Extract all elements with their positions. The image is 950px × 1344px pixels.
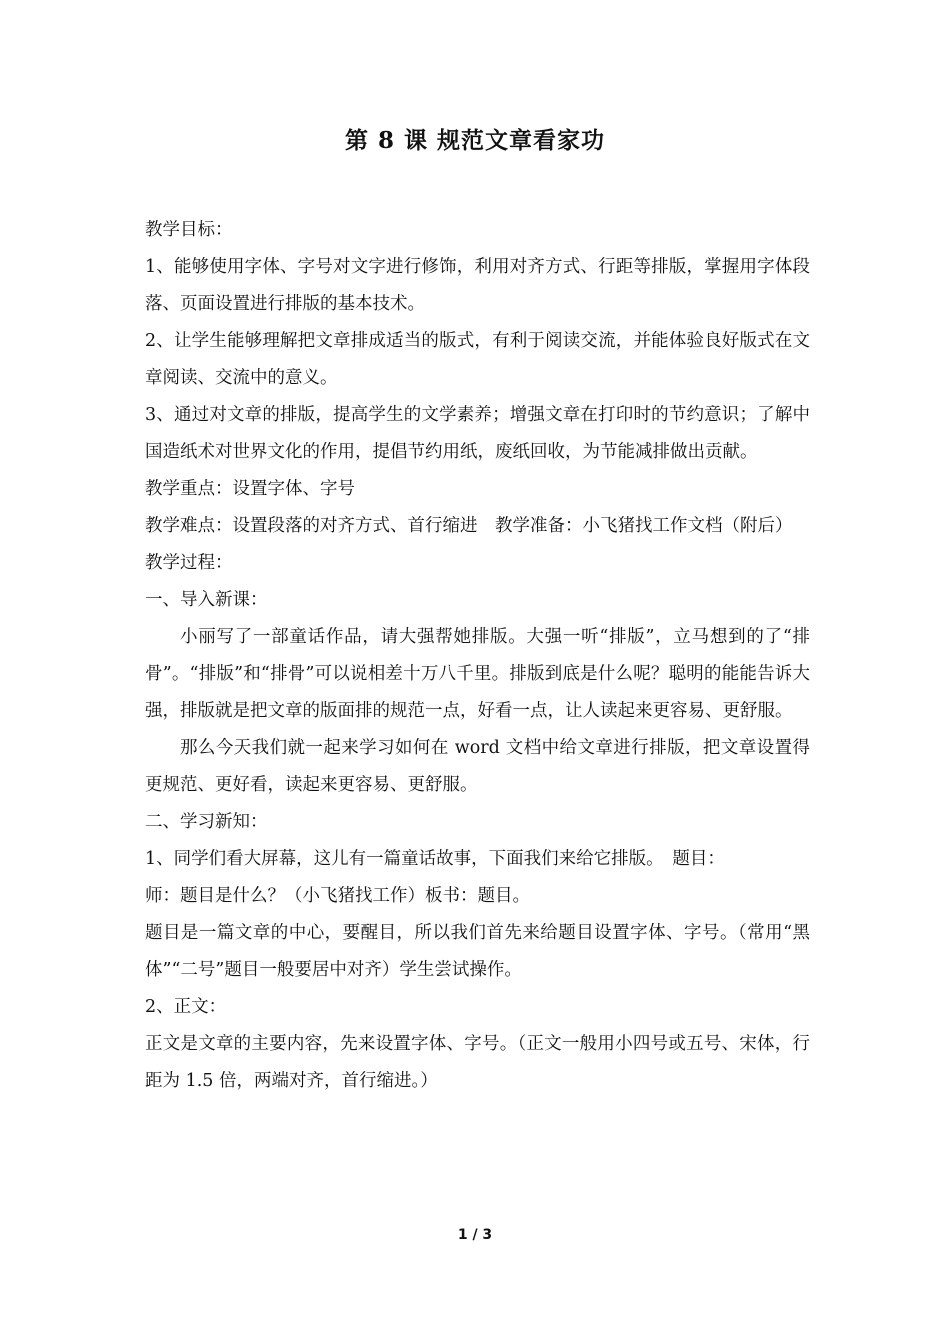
- paragraph-objective-2: 2、让学生能够理解把文章排成适当的版式，有利于阅读交流，并能体验良好版式在文章阅读、交流中的意义。: [145, 331, 810, 388]
- paragraph-difficulties: 教学难点：设置段落的对齐方式、首行缩进 教学准备：小飞猪找工作文档（附后）: [145, 516, 793, 536]
- paragraph-process-heading: 教学过程：: [145, 553, 233, 573]
- paragraph-title-explanation: 题目是一篇文章的中心，要醒目，所以我们首先来给题目设置字体、字号。（常用“黑体”“二号”题目一般要居中对齐）学生尝试操作。: [145, 923, 810, 980]
- paragraph-intro-story: 小丽写了一部童话作品，请大强帮她排版。大强一听“排版”，立马想到的了“排骨”。“排版”和“排骨”可以说相差十万八千里。排版到底是什么呢？聪明的能能告诉大强，排版就是把文章的版面排的规范一点，好看一点，让人读起来更容易、更舒服。: [145, 627, 810, 721]
- paragraph-objective-3: 3、通过对文章的排版，提高学生的文学素养；增强文章在打印时的节约意识；了解中国造纸术对世界文化的作用，提倡节约用纸，废纸回收，为节能减排做出贡献。: [145, 405, 810, 462]
- paragraph-intro-today: 那么今天我们就一起来学习如何在 word 文档中给文章进行排版，把文章设置得更规范、更好看，读起来更容易、更舒服。: [145, 738, 810, 795]
- paragraph-body-explanation: 正文是文章的主要内容，先来设置字体、字号。（正文一般用小四号或五号、宋体，行距为 1.5 倍，两端对齐，首行缩进。）: [145, 1034, 810, 1091]
- paragraph-objectives-heading: 教学目标：: [145, 220, 233, 240]
- paragraph-step-1: 1、同学们看大屏幕，这儿有一篇童话故事，下面我们来给它排版。 题目：: [145, 849, 725, 869]
- paragraph-key-points: 教学重点：设置字体、字号: [145, 479, 355, 499]
- document-title: 第 8 课 规范文章看家功: [344, 127, 606, 154]
- paragraph-section-2-heading: 二、学习新知：: [145, 812, 268, 832]
- page-number: 1 / 3: [457, 1227, 493, 1243]
- paragraph-teacher-question: 师：题目是什么？（小飞猪找工作）板书：题目。: [145, 886, 530, 906]
- paragraph-step-2: 2、正文：: [145, 997, 227, 1017]
- paragraph-section-1-heading: 一、导入新课：: [145, 590, 268, 610]
- document-body: [145, 212, 810, 1100]
- paragraph-objective-1: 1、能够使用字体、字号对文字进行修饰，利用对齐方式、行距等排版，掌握用字体段落、页面设置进行排版的基本技术。: [145, 257, 810, 314]
